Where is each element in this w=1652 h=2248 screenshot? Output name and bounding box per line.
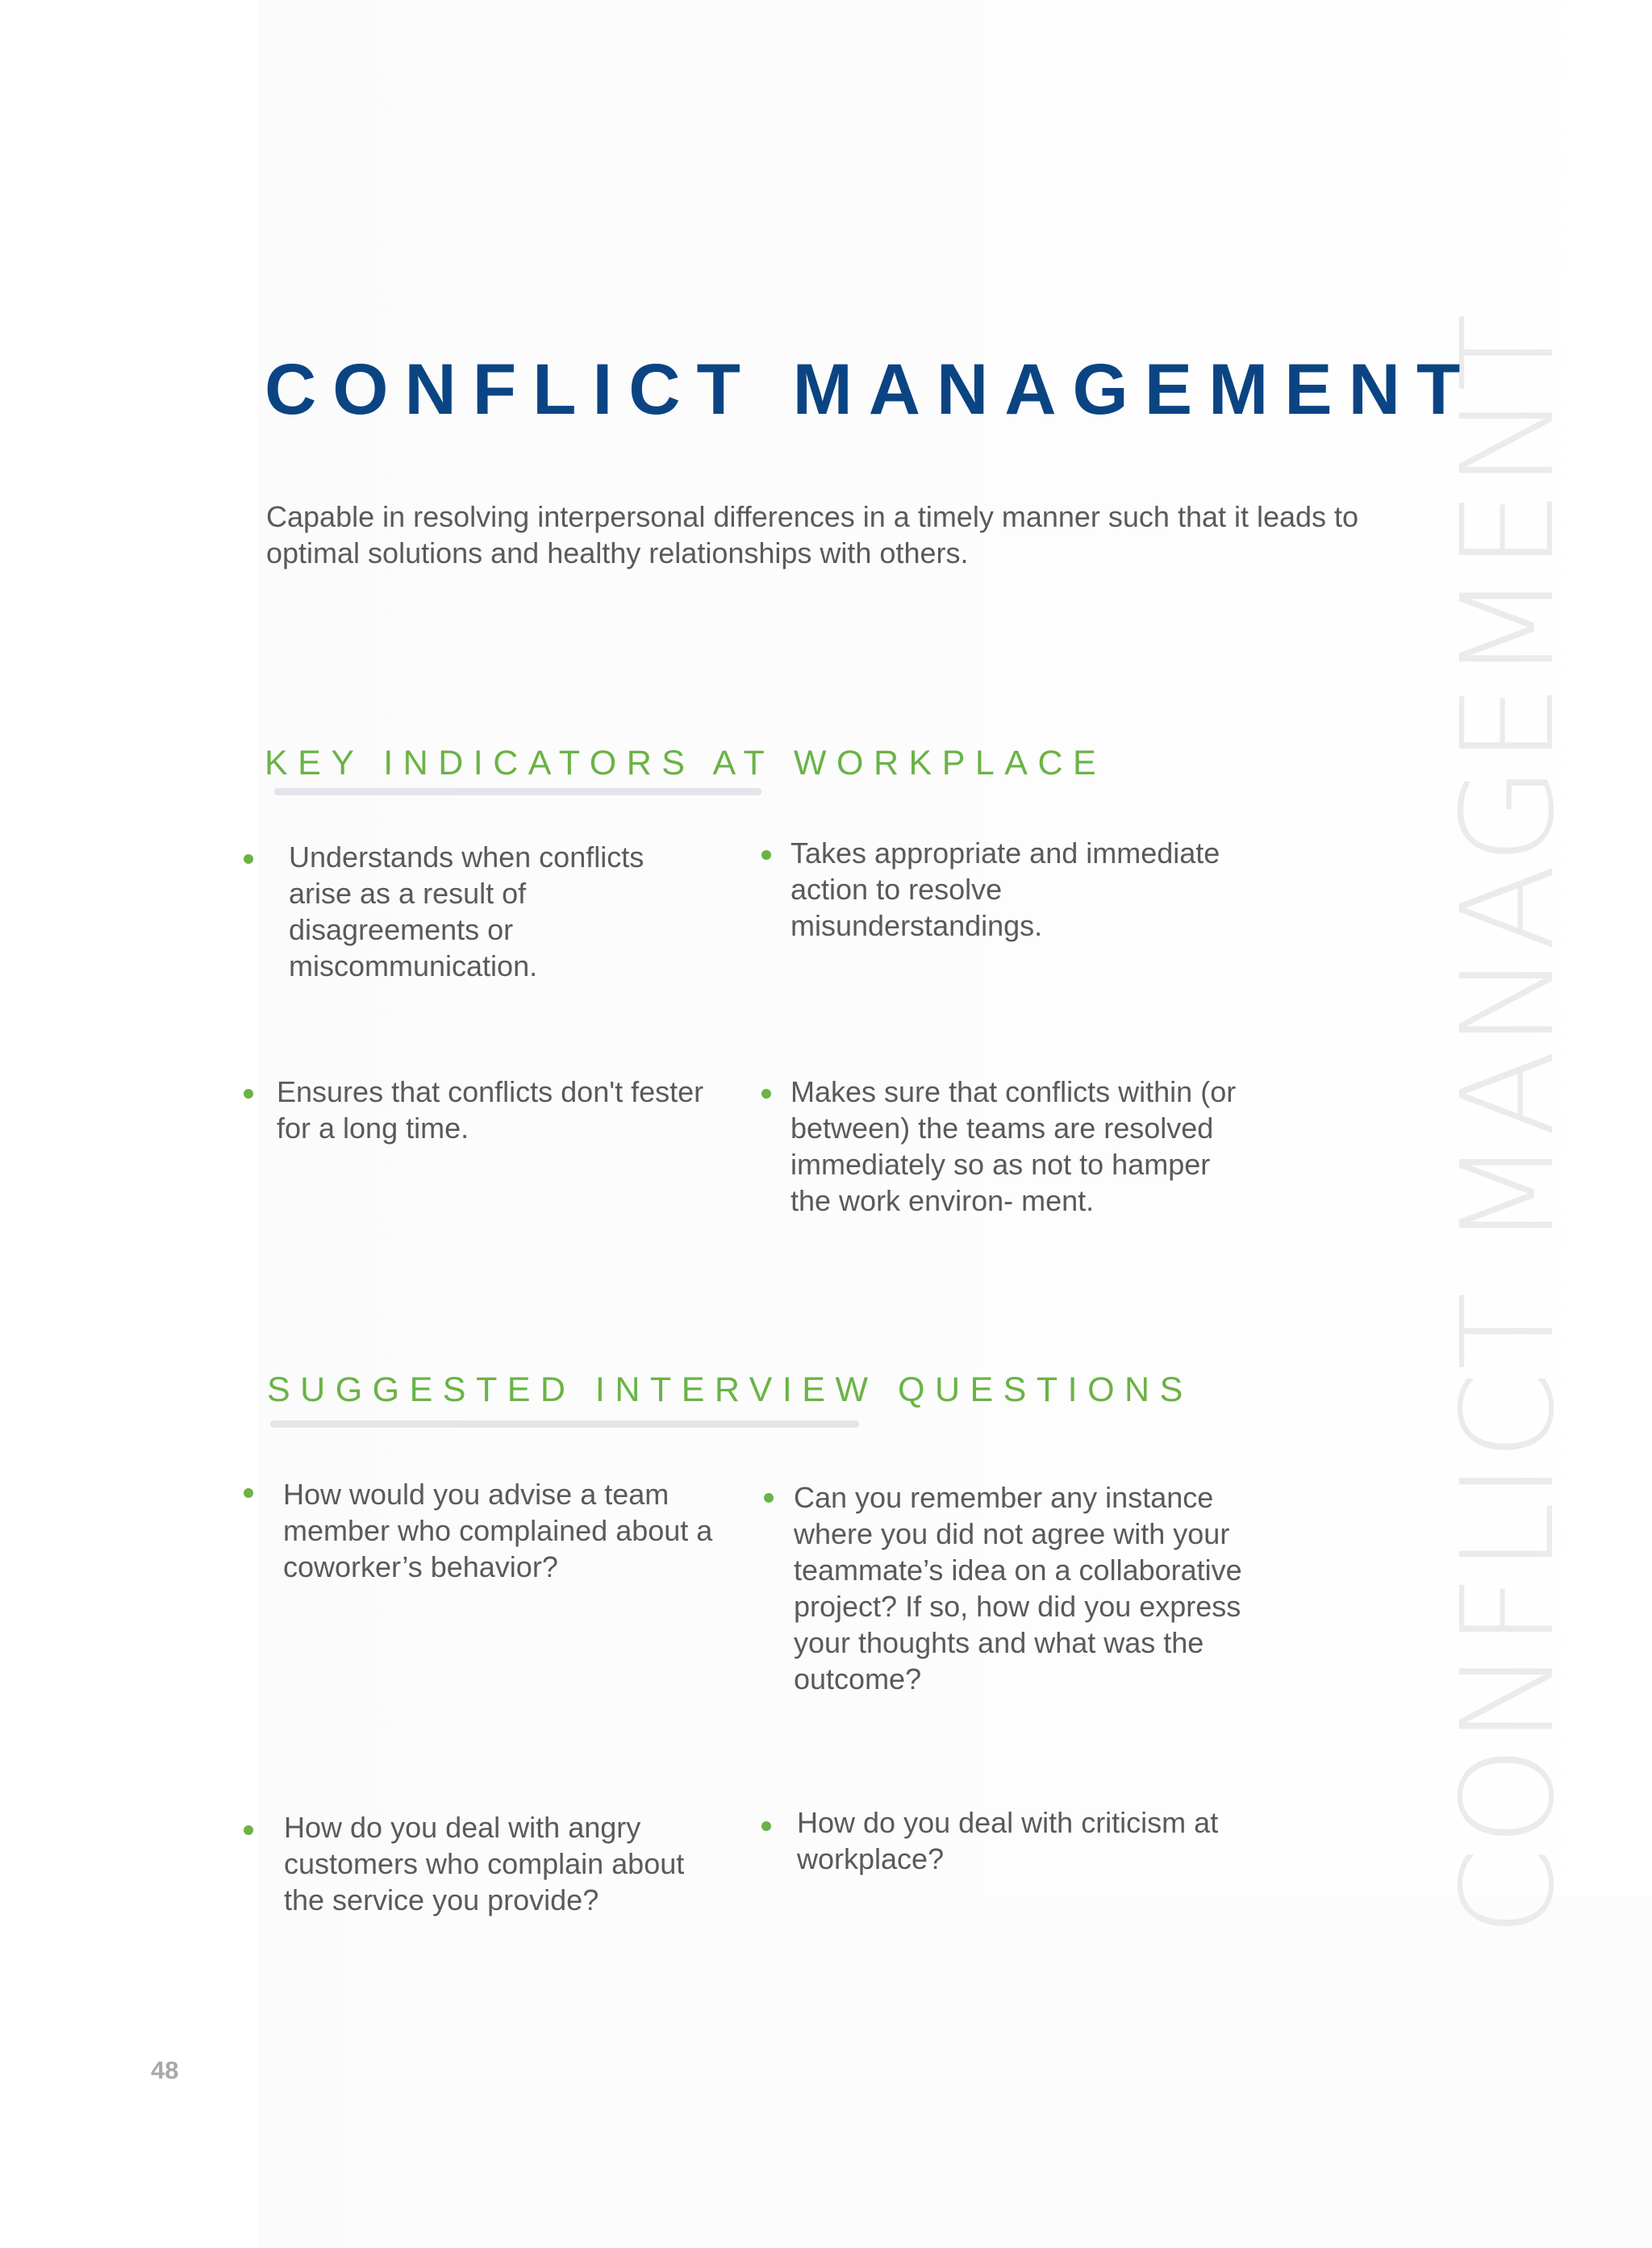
interview-question-item: Can you remember any instance where you did not agree with your teammate’s idea on a collaborative project? If so, how did you express your thoughts and what was the outcome? xyxy=(794,1481,1242,1695)
intro-paragraph: Capable in resolving interpersonal differences in a timely manner such that it leads to optimal solutions and healthy relationships with others. xyxy=(266,500,1359,569)
page-background-lower-panel xyxy=(347,1896,1652,2248)
page-title: CONFLICT MANAGEMENT xyxy=(265,348,1477,429)
bullet-icon xyxy=(761,1821,771,1831)
key-indicator-item: Understands when conflicts arise as a result of disagreements or miscommunication. xyxy=(289,840,645,982)
key-indicator-item: Takes appropriate and immediate action to resolve misunderstandings. xyxy=(791,836,1220,942)
bullet-icon xyxy=(244,1825,253,1835)
bullet-icon xyxy=(244,854,253,864)
side-vertical-title: CONFLICT MANAGEMENT xyxy=(1434,311,1583,1937)
bullet-icon xyxy=(764,1493,774,1503)
key-indicators-rule xyxy=(274,788,761,795)
bullet-icon xyxy=(244,1488,253,1498)
page-number: 48 xyxy=(151,2056,179,2084)
key-indicators-heading: KEY INDICATORS AT WORKPLACE xyxy=(265,744,1107,782)
interview-question-item: How would you advise a team member who complained about a coworker’s behavior? xyxy=(283,1478,713,1583)
interview-questions-heading: SUGGESTED INTERVIEW QUESTIONS xyxy=(267,1370,1193,1409)
interview-questions-rule xyxy=(270,1420,859,1428)
bullet-icon xyxy=(244,1089,253,1099)
bullet-icon xyxy=(761,850,771,860)
bullet-icon xyxy=(761,1089,771,1099)
interview-question-item: How do you deal with criticism at workplace? xyxy=(797,1806,1219,1875)
key-indicator-item: Makes sure that conflicts within (or between) the teams are resolved immediately so as not to hamper the work environ- ment. xyxy=(791,1075,1237,1217)
key-indicator-item: Ensures that conflicts don't fester for a long time. xyxy=(277,1075,704,1145)
interview-question-item: How do you deal with angry customers who complain about the service you provide? xyxy=(284,1811,685,1916)
